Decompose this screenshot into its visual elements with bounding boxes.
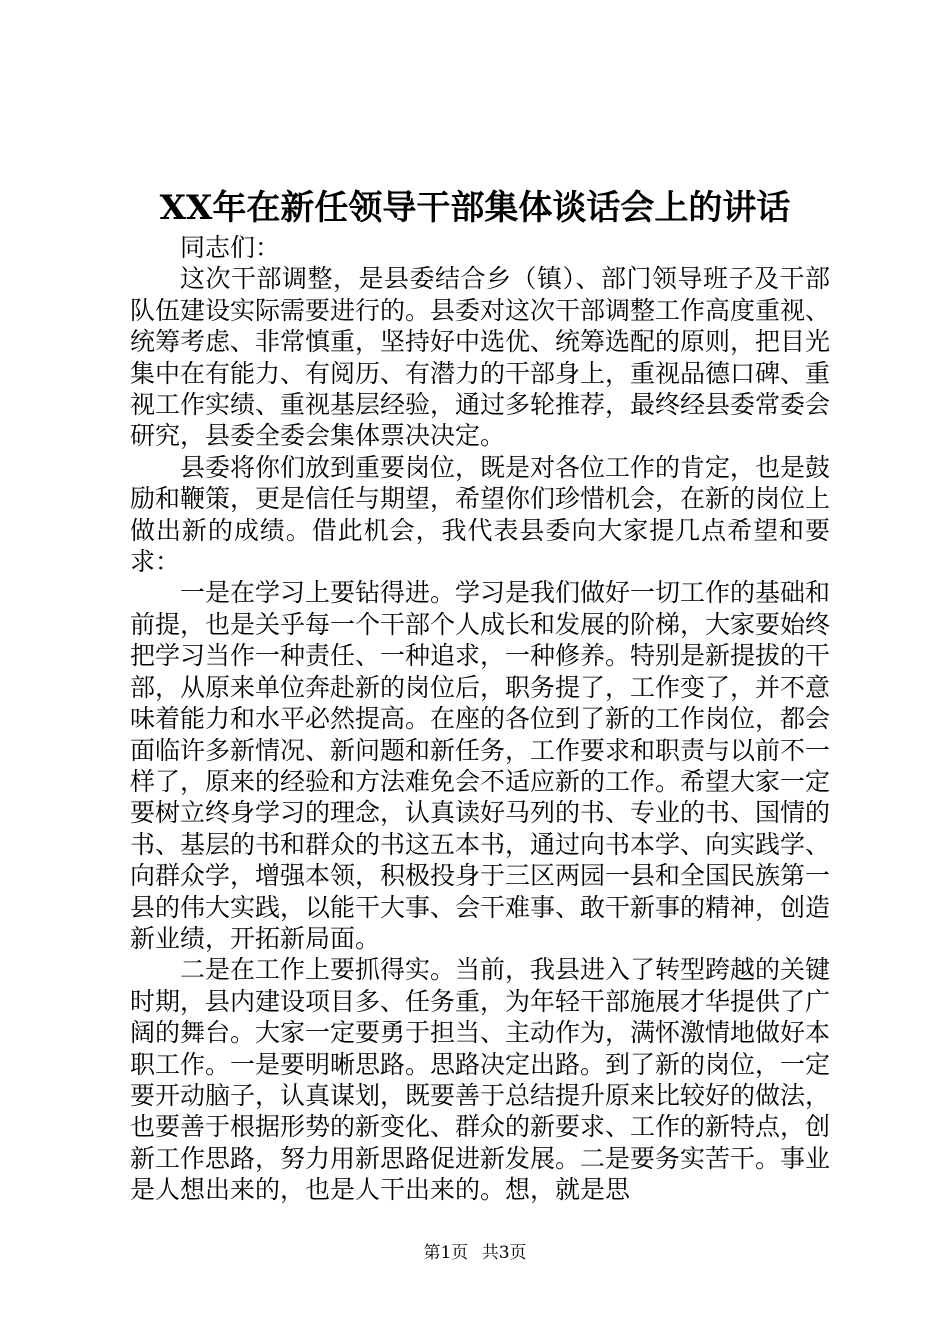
paragraph-2: 县委将你们放到重要岗位，既是对各位工作的肯定，也是鼓励和鞭策，更是信任与期望，希望你们珍惜机会，在新的岗位上做出新的成绩。借此机会，我代表县委向大家提几点希望和要求： [130, 452, 831, 577]
salutation: 同志们： [180, 233, 281, 262]
page-total: 共3页 [481, 1243, 527, 1263]
page-footer [0, 1242, 950, 1264]
paragraph-1: 这次干部调整，是县委结合乡（镇）、部门领导班子及干部队伍建设实际需要进行的。县委对这次干部调整工作高度重视、统筹考虑、非常慎重，坚持好中选优、统筹选配的原则，把目光集中在有能力、有阅历、有潜力的干部身上，重视品德口碑、重视工作实绩、重视基层经验，通过多轮推荐，最终经县委常委会研究，县委全委会集体票决决定。 [130, 264, 831, 451]
document-body [130, 232, 830, 1206]
document-title: XX年在新任领导干部集体谈话会上的讲话 [159, 188, 791, 228]
paragraph-4: 二是在工作上要抓得实。当前，我县进入了转型跨越的关键时期，县内建设项目多、任务重，为年轻干部施展才华提供了广阔的舞台。大家一定要勇于担当、主动作为，满怀激情地做好本职工作。一是要明晰思路。思路决定出路。到了新的岗位，一定要开动脑子，认真谋划，既要善于总结提升原来比较好的做法，也要善于根据形势的新变化、群众的新要求、工作的新特点，创新工作思路，努力用新思路促进新发展。二是要务实苦干。事业是人想出来的，也是人干出来的。想，就是思 [130, 955, 831, 1205]
page-number: 第1页 [423, 1243, 469, 1263]
paragraph-3: 一是在学习上要钻得进。学习是我们做好一切工作的基础和前提，也是关乎每一个干部个人成长和发展的阶梯，大家要始终把学习当作一种责任、一种追求，一种修养。特别是新提拔的干部，从原来单位奔赴新的岗位后，职务提了，工作变了，并不意味着能力和水平必然提高。在座的各位到了新的工作岗位，都会面临许多新情况、新问题和新任务，工作要求和职责与以前不一样了，原来的经验和方法难免会不适应新的工作。希望大家一定要树立终身学习的理念，认真读好马列的书、专业的书、国情的书、基层的书和群众的书这五本书，通过向书本学、向实践学、向群众学，增强本领，积极投身于三区两园一县和全国民族第一县的伟大实践，以能干大事、会干难事、敢干新事的精神，创造新业绩，开拓新局面。 [130, 578, 831, 953]
